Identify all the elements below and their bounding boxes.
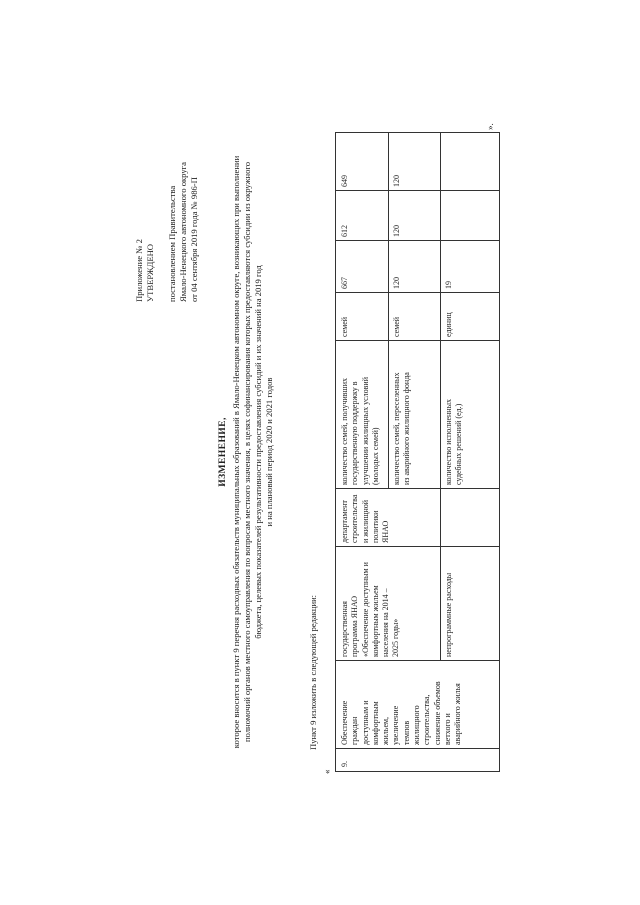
appendix-number: Приложение № 2 <box>134 239 144 302</box>
subtitle-line-4: и на плановый период 2020 и 2021 годов <box>264 377 274 527</box>
obligations-table <box>335 132 500 772</box>
value-2019: 19 <box>444 281 453 289</box>
unit-cell: единиц <box>444 312 453 337</box>
indicator-resettled-families: количество семей, переселенных из аварийного жилищного фонда <box>392 372 412 485</box>
obligation-cell: Обеспечение граждан доступным и комфортным жильем, увеличение темпов жилищного строительства, снижение объемов ветхого и аварийного жилья <box>340 681 463 745</box>
approved-label: УТВЕРЖДЕНО <box>145 243 155 302</box>
subtitle-line-2: полномочий органов местного самоуправления по вопросам местного значения, в целях софинансирования которых предоставляются субсидии из окружного <box>242 161 252 743</box>
indicator-families-support: количество семей, получивших государственную поддержку в улучшении жилищных условий (молодых семей) <box>340 377 380 485</box>
indicator-court-decisions: количество исполненных судебных решений (ед.) <box>444 399 464 485</box>
document-title: ИЗМЕНЕНИЕ, <box>217 417 228 487</box>
value-2019: 667 <box>340 277 349 289</box>
subtitle-line-1: которое вносится в пункт 9 перечня расходных обязательств муниципальных образований в Ямало-Ненецком автономном округе, возникающих при выполнении <box>231 155 241 749</box>
unit-cell: семей <box>340 316 349 337</box>
open-quote-mark: « <box>322 769 332 774</box>
program-cell: государственная программа ЯНАО «Обеспечение доступным и комфортным жильем населения на 2014 – 2025 годы» <box>340 562 401 657</box>
rotated-document-sheet <box>130 112 510 792</box>
subtitle-line-3: бюджета, целевых показателей результативности предоставления субсидий и их значений на 2019 год <box>253 265 263 639</box>
value-2020: 612 <box>340 225 349 237</box>
value-2021: 649 <box>340 175 349 187</box>
nonprogram-cell: непрограммные расходы <box>444 572 453 657</box>
value-2021: 120 <box>392 175 401 187</box>
row-number: 9. <box>340 761 349 767</box>
resolution-line-1: постановлением Правительства <box>167 185 177 302</box>
resolution-line-3: от 04 сентября 2019 года № 986-П <box>189 177 199 302</box>
department-cell: департамент строительства и жилищной политики ЯНАО <box>340 494 391 543</box>
value-2019: 120 <box>392 277 401 289</box>
close-quote-mark: ». <box>485 123 495 130</box>
unit-cell: семей <box>392 316 401 337</box>
resolution-line-2: Ямало-Ненецкого автономного округа <box>178 162 188 302</box>
instruction-text: Пункт 9 изложить в следующей редакции: <box>308 594 318 750</box>
value-2020: 120 <box>392 225 401 237</box>
